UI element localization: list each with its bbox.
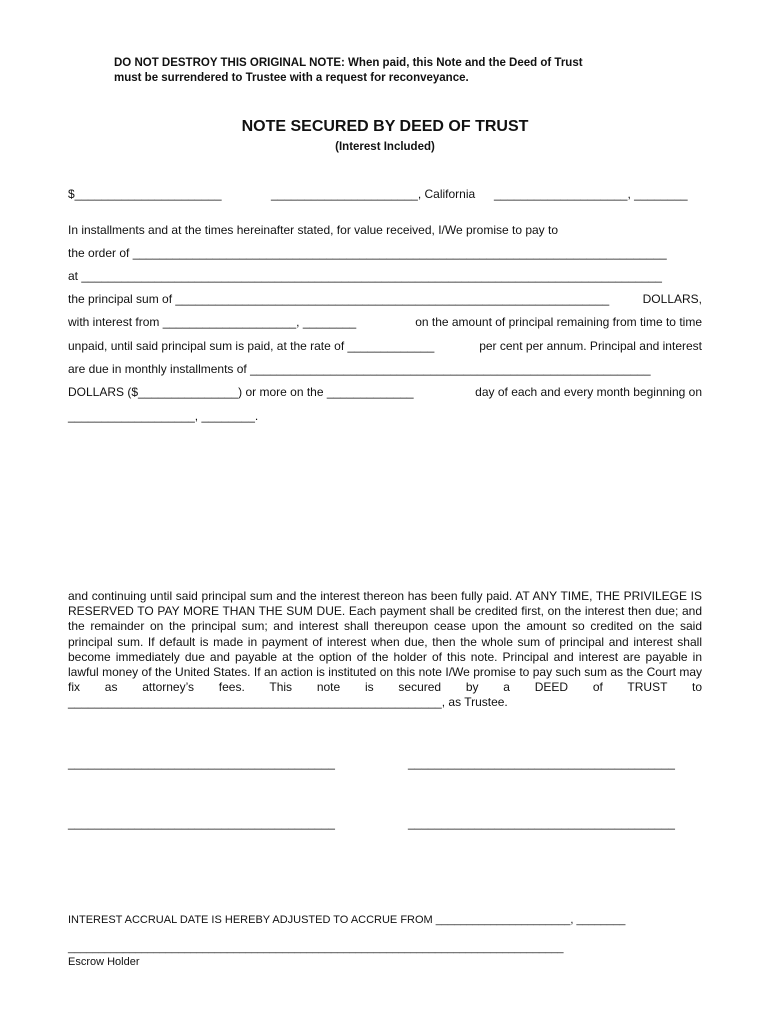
signature-line-2-left[interactable]: ________________________________________ bbox=[68, 816, 335, 830]
principal-dollars-label: DOLLARS, bbox=[642, 292, 702, 306]
interest-from-field[interactable]: with interest from ____________________, ________ bbox=[68, 315, 357, 329]
document-title: NOTE SECURED BY DEED OF TRUST bbox=[241, 118, 529, 135]
rate-text: per cent per annum. Principal and interest bbox=[479, 339, 702, 353]
escrow-holder-label: Escrow Holder bbox=[68, 956, 140, 968]
amount-field[interactable]: $______________________ bbox=[68, 187, 222, 201]
intro-line: In installments and at the times hereinafter stated, for value received, I/We promise to pay to bbox=[68, 223, 559, 237]
at-line[interactable]: at _______________________________________________________________________________________ bbox=[68, 269, 662, 283]
date-field[interactable]: ____________________, ________ bbox=[494, 187, 688, 201]
interest-from-text: on the amount of principal remaining from time to time bbox=[415, 315, 702, 329]
city-field[interactable]: ______________________, California bbox=[271, 187, 476, 201]
signature-line-1-right[interactable]: ________________________________________ bbox=[408, 756, 675, 770]
signature-line-1-left[interactable]: ________________________________________ bbox=[68, 756, 335, 770]
escrow-signature-line[interactable]: _________________________________________________________________________________ bbox=[68, 942, 564, 954]
signature-line-2-right[interactable]: ________________________________________ bbox=[408, 816, 675, 830]
order-of-line[interactable]: the order of ________________________________________________________________________________ bbox=[68, 246, 667, 260]
installment-amount-field[interactable]: DOLLARS ($_______________) or more on the _____________ bbox=[68, 385, 414, 399]
document-subtitle: (Interest Included) bbox=[335, 141, 435, 153]
terms-paragraph: and continuing until said principal sum and the interest thereon has been fully paid. AT ANY TIME, THE PRIVILEGE IS RESERVED TO PAY MORE THAN THE SUM DUE. Each payment shall be credited first, on the interest then due; and the remainder on the principal sum; and interest shall thereupon cease upon the amount so credited on the said principal sum. If default is made in payment of interest when due, then the whole sum of principal and interest shall become immediately due and payable at the option of the holder of this note. Principal and interest are payable in lawful money of the United States. If an action is instituted on this note I/We promise to pay such sum as the Court may fix as attorney’s fees. This note is secured by a DEED of TRUST to ________________________________________________________, as Trustee. bbox=[68, 589, 702, 710]
principal-sum-field[interactable]: the principal sum of _________________________________________________________________ bbox=[68, 292, 610, 306]
interest-accrual-line[interactable]: INTEREST ACCRUAL DATE IS HEREBY ADJUSTED TO ACCRUE FROM ______________________, ________ bbox=[68, 914, 626, 926]
interest-from-row bbox=[68, 315, 702, 329]
monthly-installments-line[interactable]: are due in monthly installments of ____________________________________________________________ bbox=[68, 362, 651, 376]
rate-row bbox=[68, 339, 702, 353]
rate-field[interactable]: unpaid, until said principal sum is paid, at the rate of _____________ bbox=[68, 339, 435, 353]
day-of-month-text: day of each and every month beginning on bbox=[475, 385, 702, 399]
warning-line-2: must be surrendered to Trustee with a request for reconveyance. bbox=[114, 72, 469, 84]
principal-row bbox=[68, 292, 702, 306]
warning-line-1: DO NOT DESTROY THIS ORIGINAL NOTE: When paid, this Note and the Deed of Trust bbox=[114, 57, 583, 69]
dollars-row bbox=[68, 385, 702, 399]
beginning-date-field[interactable]: ___________________, ________. bbox=[68, 409, 259, 423]
